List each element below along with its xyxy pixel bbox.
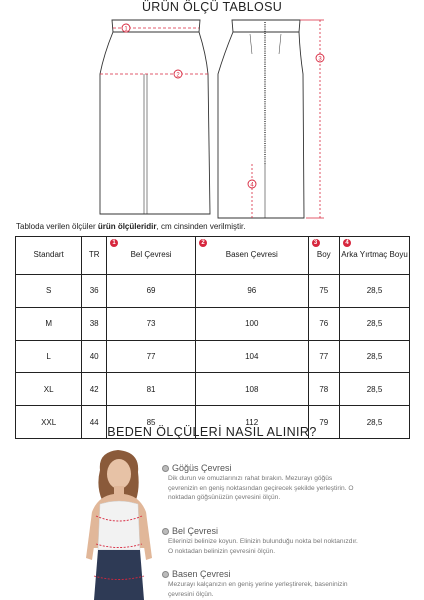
table-row [16, 275, 410, 308]
table-cell: M [16, 307, 82, 340]
table-cell: 108 [196, 373, 309, 406]
page-title: ÜRÜN ÖLÇÜ TABLOSU [141, 0, 283, 14]
guide-bel-cevresi: Bel Çevresi Ellerinizi belinize koyun. Elinizin bulunduğu nokta bel noktanızdır. O noktadan belinizin çevresini ölçün. [162, 526, 362, 556]
size-table-header-row [16, 237, 410, 275]
badge-4: 4 [343, 239, 351, 247]
table-cell: 81 [107, 373, 196, 406]
table-cell: 36 [82, 275, 107, 308]
table-cell: XL [16, 373, 82, 406]
how-to-title: BEDEN ÖLÇÜLERİ NASIL ALINIR? [107, 425, 317, 439]
skirt-diagram [0, 14, 424, 224]
marker-1 [122, 24, 130, 33]
table-cell: 112 [196, 406, 309, 439]
table-cell: 77 [308, 340, 339, 373]
table-cell: 96 [196, 275, 309, 308]
svg-text:2: 2 [176, 72, 180, 79]
table-cell: S [16, 275, 82, 308]
table-cell: 28,5 [340, 406, 410, 439]
table-cell: 78 [308, 373, 339, 406]
table-row [16, 373, 410, 406]
table-cell: L [16, 340, 82, 373]
header-tr: TR [82, 237, 107, 275]
svg-text:3: 3 [318, 56, 322, 63]
bullet-icon [162, 528, 169, 535]
table-cell: 28,5 [340, 373, 410, 406]
guide-gogus-cevresi: Göğüs Çevresi Dik durun ve omuzlarınızı rahat bırakın. Mezurayı göğüs çevrenizin en geniş noktasından geçirecek şekilde yerleştirin. O noktadan göğsünüzün çevresini ölçün. [162, 463, 362, 503]
guide-basen-cevresi: Basen Çevresi Mezurayı kalçanızın en geniş yerine yerleştirerek, baseninizin çevresini ölçün. [162, 569, 362, 599]
table-cell: 79 [308, 406, 339, 439]
measurement-note: Tabloda verilen ölçüler ürün ölçüleridir, cm cinsinden verilmiştir. [16, 222, 246, 231]
skirt-back-drawing [218, 20, 324, 218]
table-cell: 38 [82, 307, 107, 340]
bullet-icon [162, 571, 169, 578]
table-cell: 40 [82, 340, 107, 373]
table-cell: 104 [196, 340, 309, 373]
table-cell: 28,5 [340, 307, 410, 340]
header-basen-cevresi: 2 Basen Çevresi [196, 237, 309, 275]
badge-1: 1 [110, 239, 118, 247]
table-cell: 77 [107, 340, 196, 373]
size-table [15, 236, 410, 439]
table-cell: 100 [196, 307, 309, 340]
header-standart: Standart [16, 237, 82, 275]
table-cell: 28,5 [340, 340, 410, 373]
svg-text:4: 4 [250, 182, 254, 189]
table-cell: 28,5 [340, 275, 410, 308]
marker-2 [174, 70, 182, 79]
table-cell: 44 [82, 406, 107, 439]
table-cell: XXL [16, 406, 82, 439]
model-photo [78, 448, 160, 600]
table-cell: 69 [107, 275, 196, 308]
header-boy: 3 Boy [308, 237, 339, 275]
table-row [16, 307, 410, 340]
header-bel-cevresi: 1 Bel Çevresi [107, 237, 196, 275]
marker-3 [316, 54, 324, 63]
badge-3: 3 [312, 239, 320, 247]
table-cell: 73 [107, 307, 196, 340]
marker-4 [248, 180, 256, 189]
badge-2: 2 [199, 239, 207, 247]
table-cell: 76 [308, 307, 339, 340]
bullet-icon [162, 465, 169, 472]
skirt-front-drawing [100, 20, 210, 214]
table-cell: 75 [308, 275, 339, 308]
table-cell: 85 [107, 406, 196, 439]
table-row [16, 340, 410, 373]
header-arka-yirtmac-boyu: 4 Arka Yırtmaç Boyu [340, 237, 410, 275]
svg-text:1: 1 [124, 26, 128, 33]
table-cell: 42 [82, 373, 107, 406]
